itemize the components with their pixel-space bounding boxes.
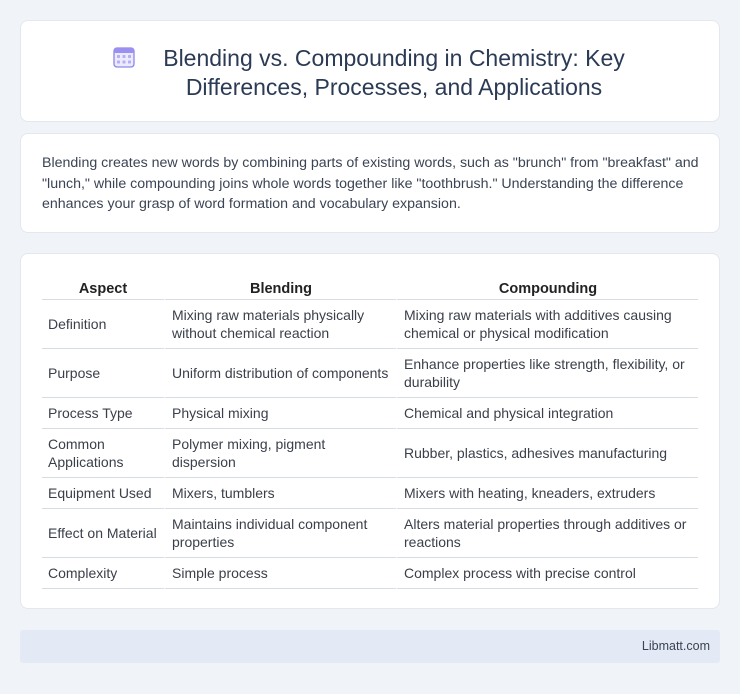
- source-link[interactable]: Libmatt.com: [641, 639, 710, 653]
- cell-blending: Physical mixing: [164, 398, 396, 429]
- comparison-card: [20, 253, 720, 609]
- table-row: [42, 300, 698, 349]
- cell-blending: Polymer mixing, pigment dispersion: [164, 429, 396, 478]
- cell-blending: Uniform distribution of components: [164, 349, 396, 398]
- table-row: [42, 349, 698, 398]
- header-compounding: Compounding: [396, 274, 698, 300]
- table-row: [42, 558, 698, 589]
- cell-compounding: Complex process with precise control: [396, 558, 698, 589]
- footer-bar: [20, 630, 720, 663]
- page-title: Blending vs. Compounding in Chemistry: Key Differences, Processes, and Applications: [163, 45, 625, 100]
- cell-compounding: Mixing raw materials with additives causing chemical or physical modification: [396, 300, 698, 349]
- table-row: [42, 509, 698, 558]
- cell-compounding: Rubber, plastics, adhesives manufacturing: [396, 429, 698, 478]
- cell-blending: Mixing raw materials physically without chemical reaction: [164, 300, 396, 349]
- header-aspect: Aspect: [42, 274, 164, 300]
- cell-blending: Simple process: [164, 558, 396, 589]
- header-blending: Blending: [164, 274, 396, 300]
- intro-card: [20, 133, 720, 233]
- table-row: [42, 429, 698, 478]
- title-card: [20, 20, 720, 122]
- cell-aspect: Complexity: [42, 558, 164, 589]
- cell-aspect: Definition: [42, 300, 164, 349]
- table-row: [42, 398, 698, 429]
- cell-aspect: Common Applications: [42, 429, 164, 478]
- intro-paragraph: Blending creates new words by combining parts of existing words, such as "brunch" from "breakfast" and "lunch," while compounding joins whole words together like "toothbrush." Understanding the difference enhances your grasp of word formation and vocabulary expansion.: [42, 155, 699, 212]
- table-row: [42, 478, 698, 509]
- cell-aspect: Equipment Used: [42, 478, 164, 509]
- cell-blending: Mixers, tumblers: [164, 478, 396, 509]
- cell-aspect: Purpose: [42, 349, 164, 398]
- cell-compounding: Chemical and physical integration: [396, 398, 698, 429]
- cell-aspect: Effect on Material: [42, 509, 164, 558]
- cell-blending: Maintains individual component properties: [164, 509, 396, 558]
- cell-aspect: Process Type: [42, 398, 164, 429]
- cell-compounding: Alters material properties through additives or reactions: [396, 509, 698, 558]
- comparison-table: [42, 274, 698, 589]
- cell-compounding: Enhance properties like strength, flexibility, or durability: [396, 349, 698, 398]
- table-header-row: [42, 274, 698, 300]
- cell-compounding: Mixers with heating, kneaders, extruders: [396, 478, 698, 509]
